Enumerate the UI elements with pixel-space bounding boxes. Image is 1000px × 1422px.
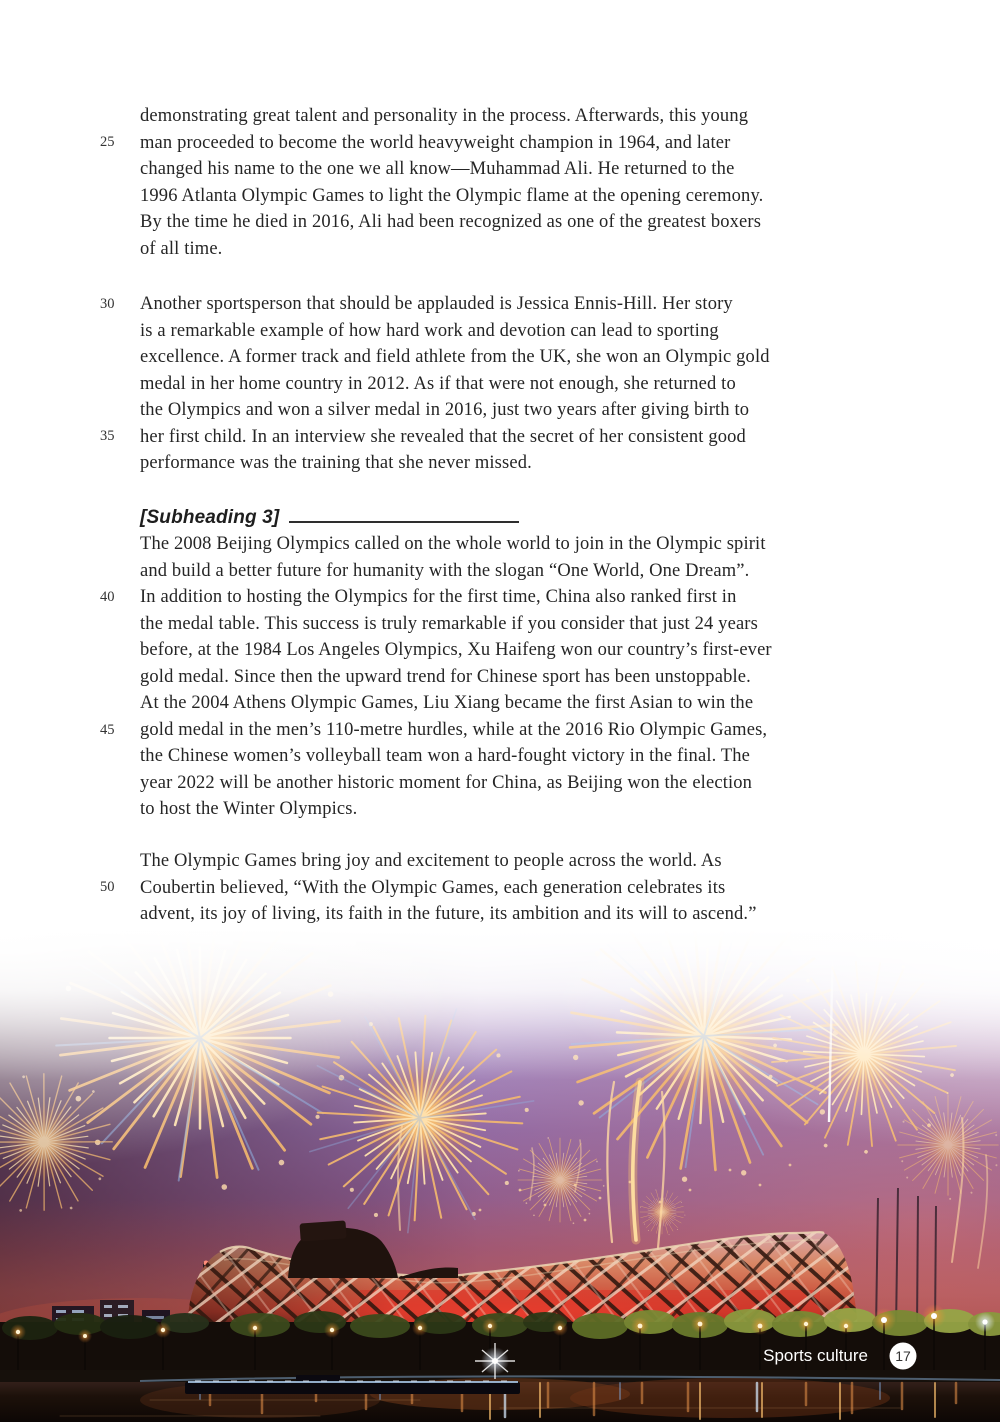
text-line: and build a better future for humanity with the slogan “One World, One Dream”.	[140, 560, 750, 581]
line-number-30: 30	[100, 296, 115, 312]
subheading-label: Subheading 3	[146, 507, 273, 528]
text-line: Coubertin believed, “With the Olympic Games, each generation celebrates its	[140, 877, 726, 898]
text-line: the Chinese women’s volleyball team won a hard-fought victory in the final. The	[140, 746, 751, 766]
photo-fireworks-stadium	[0, 930, 1000, 1422]
text-line: By the time he died in 2016, Ali had been recognized as one of the greatest boxers	[140, 212, 762, 232]
text-line: her first child. In an interview she revealed that the secret of her consistent good	[140, 426, 746, 447]
text-line: performance was the training that she never missed.	[140, 453, 532, 473]
text-line: At the 2004 Athens Olympic Games, Liu Xiang became the first Asian to win the	[140, 693, 754, 713]
subheading-fill-in-blank	[289, 508, 519, 523]
text-line: Another sportsperson that should be applauded is Jessica Ennis-Hill. Her story	[140, 294, 733, 314]
text-line: changed his name to the one we all know—Muhammad Ali. He returned to the	[140, 159, 735, 179]
line-number-45: 45	[100, 722, 115, 738]
text-line: before, at the 1984 Los Angeles Olympics, Xu Haifeng won our country’s first-ever	[140, 640, 772, 660]
text-line: of all time.	[140, 238, 223, 259]
line-number-25: 25	[100, 134, 115, 150]
text-line: the Olympics and won a silver medal in 2016, just two years after giving birth to	[140, 400, 750, 420]
line-number-35: 35	[100, 428, 115, 444]
text-line: the medal table. This success is truly remarkable if you consider that just 24 years	[140, 613, 758, 634]
line-number-40: 40	[100, 589, 115, 605]
text-line: gold medal. Since then the upward trend for Chinese sport has been unstoppable.	[140, 666, 751, 687]
paragraph-beijing-2008	[140, 531, 880, 823]
photo-top-fade	[0, 930, 1000, 1210]
text-line: year 2022 will be another historic moment for China, as Beijing won the election	[140, 772, 753, 793]
text-line: The Olympic Games bring joy and excitement to people across the world. As	[140, 851, 722, 871]
text-line: man proceeded to become the world heavyweight champion in 1964, and later	[140, 132, 731, 153]
subheading-3-blank	[140, 504, 519, 531]
text-line: excellence. A former track and field athlete from the UK, she won an Olympic gold	[140, 347, 770, 367]
subheading-bracket-open: [	[140, 507, 147, 528]
text-line: 1996 Atlanta Olympic Games to light the Olympic flame at the opening ceremony.	[140, 185, 764, 206]
footer-section-label: Sports culture	[763, 1346, 868, 1365]
text-line: medal in her home country in 2012. As if that were not enough, she returned to	[140, 373, 736, 394]
text-line: The 2008 Beijing Olympics called on the whole world to join in the Olympic spirit	[140, 534, 766, 554]
text-line: to host the Winter Olympics.	[140, 799, 358, 819]
page-number: 17	[895, 1348, 911, 1364]
text-line: gold medal in the men’s 110-metre hurdles, while at the 2016 Rio Olympic Games,	[140, 719, 768, 740]
text-line: is a remarkable example of how hard work and devotion can lead to sporting	[140, 320, 719, 341]
paragraph-ennis-hill	[140, 291, 880, 477]
paragraph-coubertin	[140, 848, 880, 928]
subheading-bracket-close: ]	[272, 507, 280, 528]
paragraph-ali	[140, 103, 880, 262]
line-number-50: 50	[100, 879, 115, 895]
text-line: advent, its joy of living, its faith in the future, its ambition and its will to ascend.”	[140, 904, 757, 924]
text-line: In addition to hosting the Olympics for the first time, China also ranked first in	[140, 587, 737, 607]
text-line: demonstrating great talent and personality in the process. Afterwards, this young	[140, 106, 749, 126]
